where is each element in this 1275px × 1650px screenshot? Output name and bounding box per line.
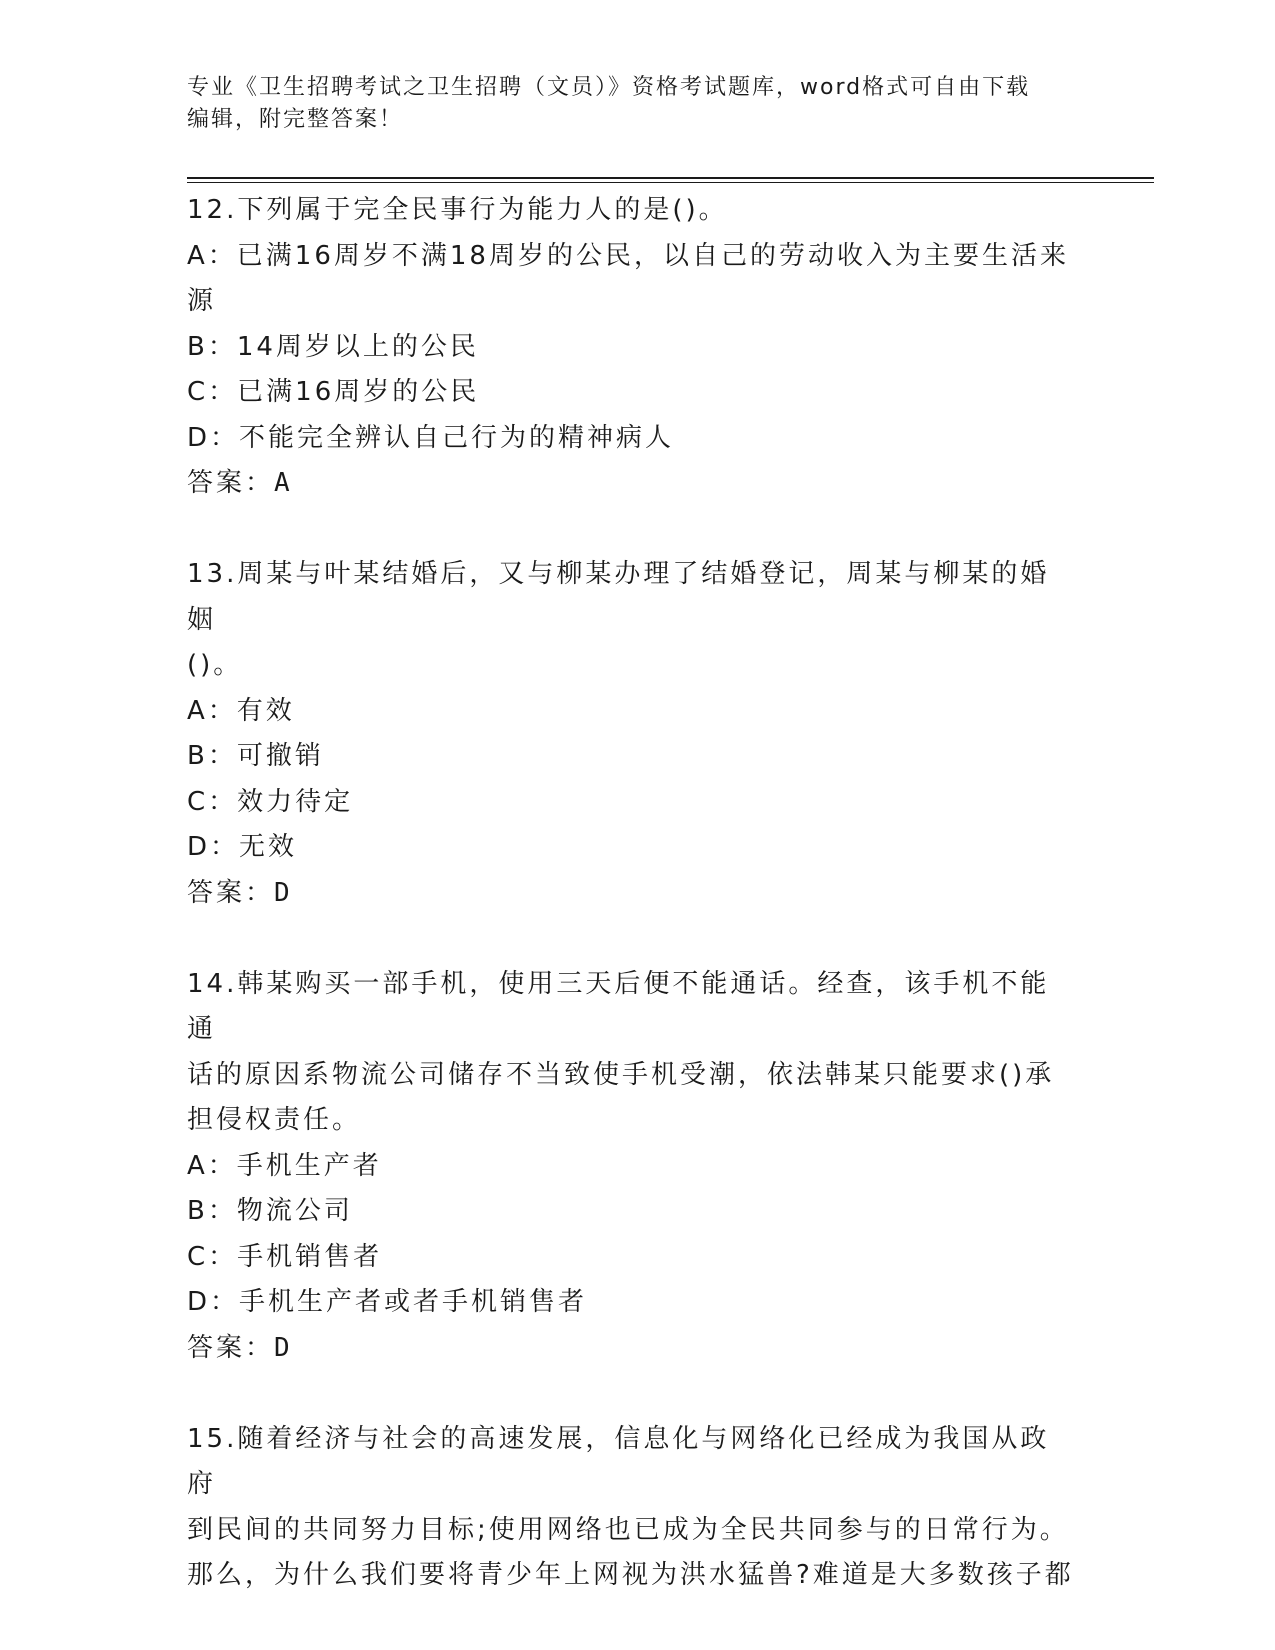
- header-divider-thick: [187, 177, 1154, 179]
- option-b: B：物流公司: [187, 1196, 353, 1226]
- question-14: [187, 962, 1077, 1372]
- question-stem: 13.周某与叶某结婚后，又与柳某办理了结婚登记，周某与柳某的婚姻 ()。: [187, 559, 1050, 680]
- header-divider-thin: [187, 182, 1154, 183]
- question-13: [187, 552, 1077, 916]
- option-a: A：已满16周岁不满18周岁的公民，以自己的劳动收入为主要生活来 源: [187, 240, 1069, 316]
- option-b: B：可撤销: [187, 741, 324, 771]
- answer-value: D: [274, 1332, 291, 1363]
- answer-line: [187, 1326, 1077, 1372]
- answer-value: A: [274, 468, 291, 498]
- option-d: D：不能完全辨认自己行为的精神病人: [187, 422, 675, 453]
- answer-value: D: [274, 877, 291, 908]
- answer-label: 答案：: [187, 877, 275, 908]
- header-line-1: 专业《卫生招聘考试之卫生招聘（文员）》资格考试题库，word格式可自由下载: [187, 75, 1031, 100]
- spacer: [187, 1371, 1077, 1417]
- option-d: D：手机生产者或者手机销售者: [187, 1287, 588, 1317]
- option-b: B：14周岁以上的公民: [187, 331, 479, 362]
- question-stem: 14.韩某购买一部手机，使用三天后便不能通话。经查，该手机不能通 话的原因系物流公司储存不当致使手机受潮，依法韩某只能要求()承 担侵权责任。: [187, 968, 1055, 1135]
- answer-label: 答案：: [187, 468, 275, 498]
- answer-label: 答案：: [187, 1332, 275, 1363]
- option-d: D：无效: [187, 832, 298, 862]
- question-stem: 12.下列属于完全民事行为能力人的是()。: [187, 195, 728, 225]
- answer-line: [187, 461, 1077, 507]
- document-header: [187, 72, 1087, 136]
- question-15: [187, 1417, 1077, 1599]
- header-line-2: 编辑，附完整答案！: [187, 107, 404, 132]
- option-c: C：效力待定: [187, 786, 354, 817]
- spacer: [187, 507, 1077, 553]
- question-stem: 15.随着经济与社会的高速发展，信息化与网络化已经成为我国从政府 到民间的共同努力目标;使用网络也已成为全民共同参与的日常行为。 那么，为什么我们要将青少年上网视为洪水猛兽?难道是大多数孩子都: [187, 1423, 1074, 1590]
- option-c: C：手机销售者: [187, 1241, 383, 1272]
- question-list: [187, 188, 1077, 1599]
- option-a: A：有效: [187, 695, 295, 726]
- question-12: [187, 188, 1077, 507]
- spacer: [187, 916, 1077, 962]
- answer-line: [187, 871, 1077, 917]
- option-c: C：已满16周岁的公民: [187, 377, 480, 407]
- option-a: A：手机生产者: [187, 1150, 382, 1181]
